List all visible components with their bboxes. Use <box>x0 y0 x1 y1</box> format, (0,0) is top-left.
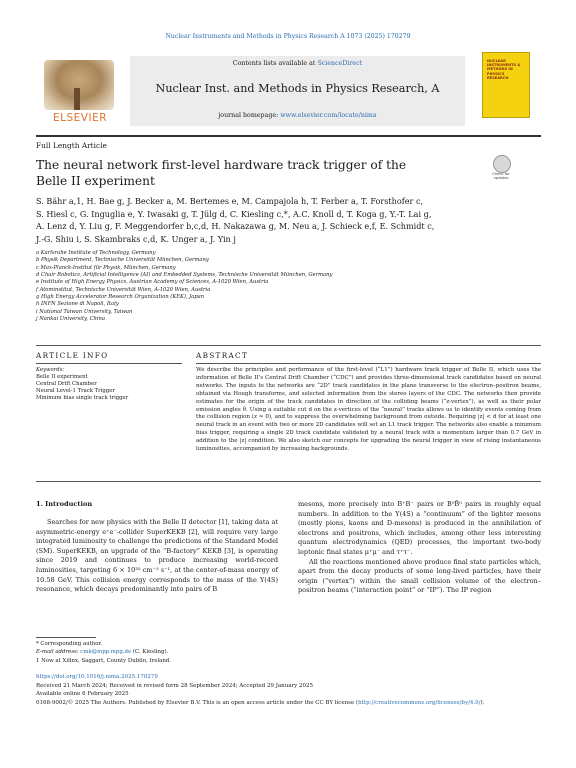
author-list <box>36 195 541 246</box>
journal-title: Nuclear Inst. and Methods in Physics Research, A <box>155 82 440 95</box>
elsevier-logo[interactable] <box>36 58 124 126</box>
doi-link[interactable]: https://doi.org/10.1016/j.nima.2025.170279 <box>36 674 158 680</box>
abstract-divider <box>196 363 541 364</box>
affiliation: a Karlsruhe Institute of Technology, Germany <box>36 250 156 256</box>
author-line[interactable]: S. Bähr a,1, H. Bae g, J. Becker a, M. Bertemes e, M. Campajola h, T. Ferber a, T. Forsthofer c, <box>36 196 424 206</box>
affiliation: j Nankai University, China <box>36 316 105 323</box>
article-info-divider <box>36 363 182 364</box>
article-type: Full Length Article <box>36 141 107 150</box>
intro-left-column: Searches for new physics with the Belle II detector [1], taking data at asymmetric-energy e⁺e⁻-collider SuperKEKB [2], will require very large integrated luminosity to challenge the predictions of the Standard Model (SM). SuperKEKB, an upgrade of the “B-factory” KEKB [3], is operating since 2019 and continues to produce increasing world-record luminosities, targeting 6 × 10³⁵ cm⁻² s⁻¹, at the center-of-mass energy of 10.58 GeV. This collision energy corresponds to the mass of the Υ(4S) resonance, which decays predominantly into pairs of B <box>36 518 278 594</box>
email-name: (C. Kiesling). <box>132 649 169 656</box>
publisher-name: ELSEVIER <box>53 112 107 124</box>
keyword: Belle II experiment <box>36 374 88 381</box>
intro-paragraph: mesons, more precisely into B⁺B⁻ pairs or B⁰B̄⁰ pairs in roughly equal numbers. In addition to the Υ(4S) a “continuum” of the lighter mesons (mostly pions, kaons and D-mesons) is produced in the annihilation of electrons and positrons, which includes, among other less interesting quantum electrodynamics (QED) processes, the important two-body leptonic final states μ⁺μ⁻ and τ⁺τ⁻. <box>298 500 541 556</box>
contents-prefix: Contents lists available at <box>232 60 316 67</box>
intro-right-column <box>298 500 541 596</box>
license-suffix: ). <box>480 699 485 706</box>
check-for-updates-button[interactable] <box>486 155 516 183</box>
license-link[interactable]: http://creativecommons.org/licenses/by/4.0/ <box>358 699 481 706</box>
journal-header <box>36 56 541 128</box>
email-label: E-mail address: <box>36 649 79 656</box>
affiliation: d Chair Robotics, Artificial Intelligence (AI) and Embedded Systems, Technische Universität München, Germany <box>36 272 333 279</box>
affiliation: h INFN Sezione di Napoli, Italy <box>36 301 119 308</box>
affiliation-footnote: 1 Now at Xilinx, Saggart, County Dublin, Ireland. <box>36 657 171 664</box>
publication-info <box>36 673 541 707</box>
article-info-heading: ARTICLE INFO <box>36 351 109 360</box>
email-link[interactable]: cmk@mpp.mpg.de <box>80 649 132 656</box>
affiliation-list <box>36 250 541 323</box>
intro-paragraph: All the reactions mentioned above produce final state particles which, apart from the decay products of some long-lived particles, have their origin (“vertex”) within the small collision volume of the electron–positron beams (“interaction point” or “IP”). The IP region <box>298 557 541 595</box>
keyword: Central Drift Chamber <box>36 381 97 388</box>
article-title: The neural network first-level hardware track trigger of the Belle II experiment <box>36 158 407 188</box>
journal-reference[interactable]: Nuclear Instruments and Methods in Physics Research A 1073 (2025) 170279 <box>165 33 411 40</box>
license-prefix: 0168-9002/© 2025 The Authors. Published by Elsevier B.V. This is an open access article under the CC BY license ( <box>36 699 359 706</box>
footnotes <box>36 640 541 665</box>
author-line[interactable]: S. Hiesl c, G. Inguglia e, Y. Iwasaki g, T. Jülg d, C. Kiesling c,*, A.C. Knoll d, T. Koga g, Y.-T. Lai g, <box>36 208 432 219</box>
affiliation: i National Taiwan University, Taiwan <box>36 308 133 315</box>
homepage-link[interactable]: www.elsevier.com/locate/nima <box>280 112 377 119</box>
check-updates-icon <box>493 155 511 173</box>
email-note <box>36 648 541 656</box>
affiliation: g High Energy Accelerator Research Organization (KEK), Japan <box>36 294 205 301</box>
corresponding-author-note: * Corresponding author. <box>36 641 103 647</box>
cover-title: NUCLEAR INSTRUMENTS & METHODS IN PHYSICS RESEARCH <box>487 59 521 80</box>
affiliation: e Institute of High Energy Physics, Austrian Academy of Sciences, A-1020 Wien, Austria <box>36 279 269 286</box>
keyword: Minimum bias single track trigger <box>36 395 129 402</box>
keywords-title: Keywords: <box>36 367 65 373</box>
footnote-divider <box>36 637 96 638</box>
abstract-text: We describe the principles and performance of the first-level (“L1”) hardware track trigger of Belle II, which uses the information of Belle II’s Central Drift Chamber (“CDC”) and provides three-dimensional track candidates based on neural networks. The inputs to the networks are “2D” track candidates in the plane transverse to the electron–positron beams, obtained via Hough transforms, and selected information from the stereo layers of the CDC. The networks then provide estimates for the origin of the track candidates in direction of the colliding beams (“z-vertex”), as well as their polar emission angles θ. Using a suitable cut d on the z-vertices of the “neural” tracks allows us to identify events coming from the collision region (z ≈ 0), and to suppress the overwhelming background from outside. Requiring |z| < d for at least one neural track in an event with two or more 2D candidates will set an L1 track trigger. The networks also enable a minimum bias trigger, requiring a single 2D track candidate validated by a neural track with a momentum larger than 0.7 GeV in addition to the |z| condition. We also sketch our concepts for upgrading the neural trigger in view of rising instantaneous luminosities, accompanied by increasing backgrounds. <box>196 367 541 453</box>
available-date: Available online 6 February 2025 <box>36 691 129 698</box>
homepage-line <box>130 112 465 119</box>
affiliation: f Atominstitut, Technische Universität Wien, A-1020 Wien, Austria <box>36 286 211 293</box>
homepage-prefix: journal homepage: <box>218 112 279 119</box>
contents-line <box>130 60 465 67</box>
author-line[interactable]: J.-G. Shiu i, S. Skambraks c,d, K. Unger a, J. Yin j <box>36 234 236 245</box>
abstract-heading: ABSTRACT <box>196 351 249 360</box>
keyword: Neural Level-1 Track Trigger <box>36 388 115 395</box>
tree-trunk-icon <box>74 88 80 110</box>
journal-cover[interactable] <box>482 52 530 118</box>
header-divider <box>36 135 541 137</box>
check-updates-label: Check for updates <box>492 172 510 180</box>
keywords-block <box>36 367 182 402</box>
author-line[interactable]: A. Lenz d, Y. Liu g, F. Meggendorfer b,c,d, H. Nakazawa g, M. Neu a, J. Schieck e,f, E. Schmidt c, <box>36 221 435 232</box>
sciencedirect-link[interactable]: ScienceDirect <box>317 60 363 67</box>
journal-banner <box>130 56 465 126</box>
license-note <box>36 699 541 708</box>
affiliation: b Physik Department, Technische Universität München, Germany <box>36 257 209 264</box>
introduction-heading: 1. Introduction <box>36 500 93 508</box>
received-dates: Received 21 March 2024; Received in revised form 28 September 2024; Accepted 29 January 2025 <box>36 682 314 689</box>
abstract-bottom-divider <box>36 481 541 482</box>
section-divider <box>36 345 541 346</box>
affiliation: c Max-Planck-Institut für Physik, München, Germany <box>36 264 176 271</box>
